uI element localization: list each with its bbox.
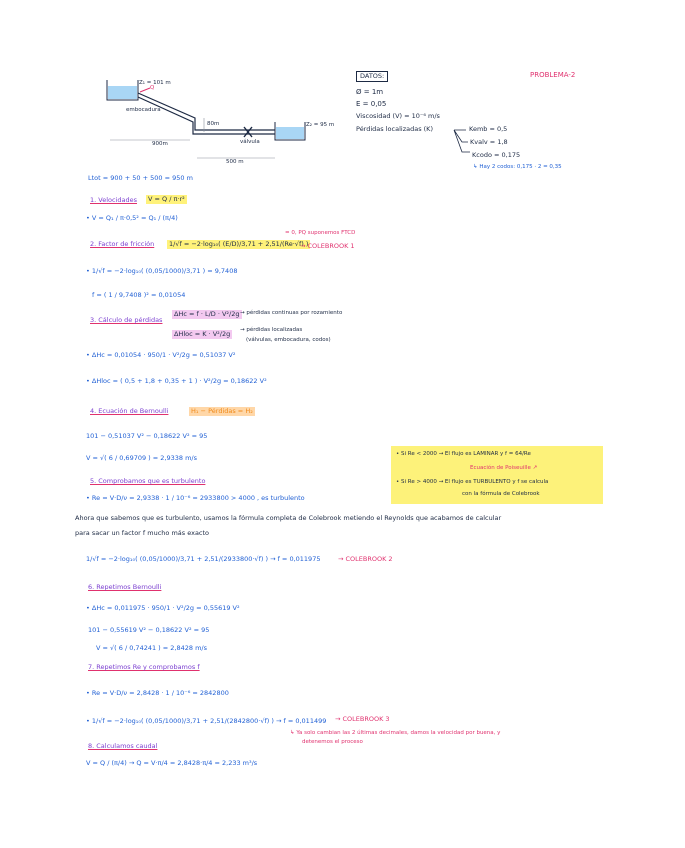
sketch-z1: Z₁ = 101 m [139, 80, 171, 86]
sticky-line3: • Si Re > 4000 → El flujo es TURBULENTO y f se calcula [396, 479, 549, 485]
s4-title: 4. Ecuación de Bernoulli [90, 407, 169, 415]
sticky-line1: • Si Re < 2000 → El flujo es LAMINAR y f = 64/Re [396, 451, 531, 457]
s6-eq1: • ΔHc = 0,011975 · 950/1 · V²/2g = 0,55619 V² [86, 604, 240, 612]
s7-tag: → COLEBROOK 3 [335, 715, 390, 723]
s6-title: 6. Repetimos Bernoulli [88, 583, 162, 591]
datos-losses-label: Pérdidas localizadas (K) [356, 125, 433, 133]
s2-eq1: • 1/√f = −2·log₁₀( (0,05/1000)/3,71 ) = 9,7408 [86, 267, 238, 275]
s7-eq1: • Re = V·D/ν = 2,8428 · 1 / 10⁻⁶ = 2842800 [86, 689, 229, 697]
s2-formula: 1/√f = −2·log₁₀( (E/D)/3,71 + 2,51/(Re·√f) ) [169, 240, 309, 248]
datos-roughness: E = 0,05 [356, 100, 387, 108]
sticky-line2: Ecuación de Poiseuille ↗ [470, 465, 538, 471]
s2-eq2: f = ( 1 / 9,7408 )² = 0,01054 [92, 291, 186, 299]
sketch-len500: 500 m [226, 159, 244, 165]
s4-eq2: V = √( 6 / 0,69709 ) = 2,9338 m/s [86, 454, 198, 462]
s4-formula: H₁ − Pérdidas = H₂ [191, 407, 253, 415]
s2-note-zero: = 0, PQ suponemos FTCD [285, 230, 356, 236]
datos-viscosity: Viscosidad (V) = 10⁻⁶ m/s [356, 112, 440, 120]
s1-title: 1. Velocidades [90, 196, 137, 204]
colebrook2-eq: 1/√f = −2·log₁₀( (0,05/1000)/3,71 + 2,51/(2933800·√f) ) → f = 0,011975 [86, 555, 321, 563]
s3-hc-formula: ΔHc = f · L/D · V²/2g [174, 310, 240, 318]
s2-colebrook1: → COLEBROOK 1 [300, 242, 355, 250]
paragraph-line2: para sacar un factor f mucho más exacto [75, 529, 210, 537]
s5-eq: • Re = V·D/ν = 2,9338 · 1 / 10⁻⁶ = 2933800 > 4000 , es turbulento [86, 494, 305, 502]
s2-title: 2. Factor de fricción [90, 240, 155, 248]
problem-title: PROBLEMA-2 [530, 71, 576, 79]
sticky-line4: con la fórmula de Colebrook [462, 491, 540, 497]
s5-title: 5. Comprobamos que es turbulento [90, 477, 206, 485]
s6-eq2: 101 − 0,55619 V² − 0,18622 V² = 95 [88, 626, 210, 634]
s6-eq3: V = √( 6 / 0,74241 ) = 2,8428 m/s [96, 644, 208, 652]
sketch-q: Q [150, 85, 155, 91]
datos-label: DATOS: [356, 71, 388, 82]
datos-k-emb: Kemb = 0,5 [469, 125, 508, 133]
s7-note1: ↳ Ya solo cambian las 2 últimas decimales, damos la velocidad por buena, y [290, 730, 501, 736]
s3-hc-desc: → pérdidas continuas por rozamiento [240, 310, 343, 316]
colebrook2-tag: → COLEBROOK 2 [338, 555, 393, 563]
sketch-h80: 80m [207, 121, 220, 127]
s3-title: 3. Cálculo de pérdidas [90, 316, 163, 324]
paragraph-line1: Ahora que sabemos que es turbulento, usamos la fórmula completa de Colebrook metiendo el Reynolds que acabamos de calcular [75, 514, 502, 522]
s8-title: 8. Calculamos caudal [88, 742, 158, 750]
s7-eq2: • 1/√f = −2·log₁₀( (0,05/1000)/3,71 + 2,51/(2842800·√f) ) → f = 0,011499 [86, 717, 327, 725]
s4-eq1: 101 − 0,51037 V² − 0,18622 V² = 95 [86, 432, 208, 440]
s1-eq: • V = Q₁ / π·0,5² = Q₁ / (π/4) [86, 214, 178, 222]
sketch-z2: Z₂ = 95 m [306, 122, 335, 128]
datos-k-valv: Kvalv = 1,8 [470, 138, 508, 146]
sketch-embocadura: embocadura [126, 107, 161, 113]
s7-title: 7. Repetimos Re y comprobamos f [88, 663, 200, 671]
s3-hloc-formula: ΔHloc = K · V²/2g [174, 330, 231, 338]
datos-codos-note: ↳ Hay 2 codos: 0,175 · 2 = 0,35 [473, 164, 562, 170]
datos-diameter: Ø = 1m [356, 88, 384, 96]
s7-note2: detenemos el proceso [302, 739, 363, 745]
s3-eq-hloc: • ΔHloc = ( 0,5 + 1,8 + 0,35 + 1 ) · V²/2g = 0,18622 V² [86, 377, 267, 385]
s3-hloc-desc2: (válvulas, embocadura, codos) [246, 337, 331, 343]
s8-eq: V = Q / (π/4) → Q = V·π/4 = 2,8428·π/4 = 2,233 m³/s [86, 759, 258, 767]
s1-formula: V = Q / π·r² [148, 195, 185, 203]
s3-hloc-desc1: → pérdidas localizadas [240, 327, 303, 333]
sketch-len900: 900m [152, 141, 168, 147]
s3-eq-hc: • ΔHc = 0,01054 · 950/1 · V²/2g = 0,51037 V² [86, 351, 236, 359]
datos-k-codo: Kcodo = 0,175 [472, 151, 521, 159]
l-total: Ltot = 900 + 50 + 500 = 950 m [88, 174, 193, 182]
sketch-valve: válvula [240, 139, 260, 145]
